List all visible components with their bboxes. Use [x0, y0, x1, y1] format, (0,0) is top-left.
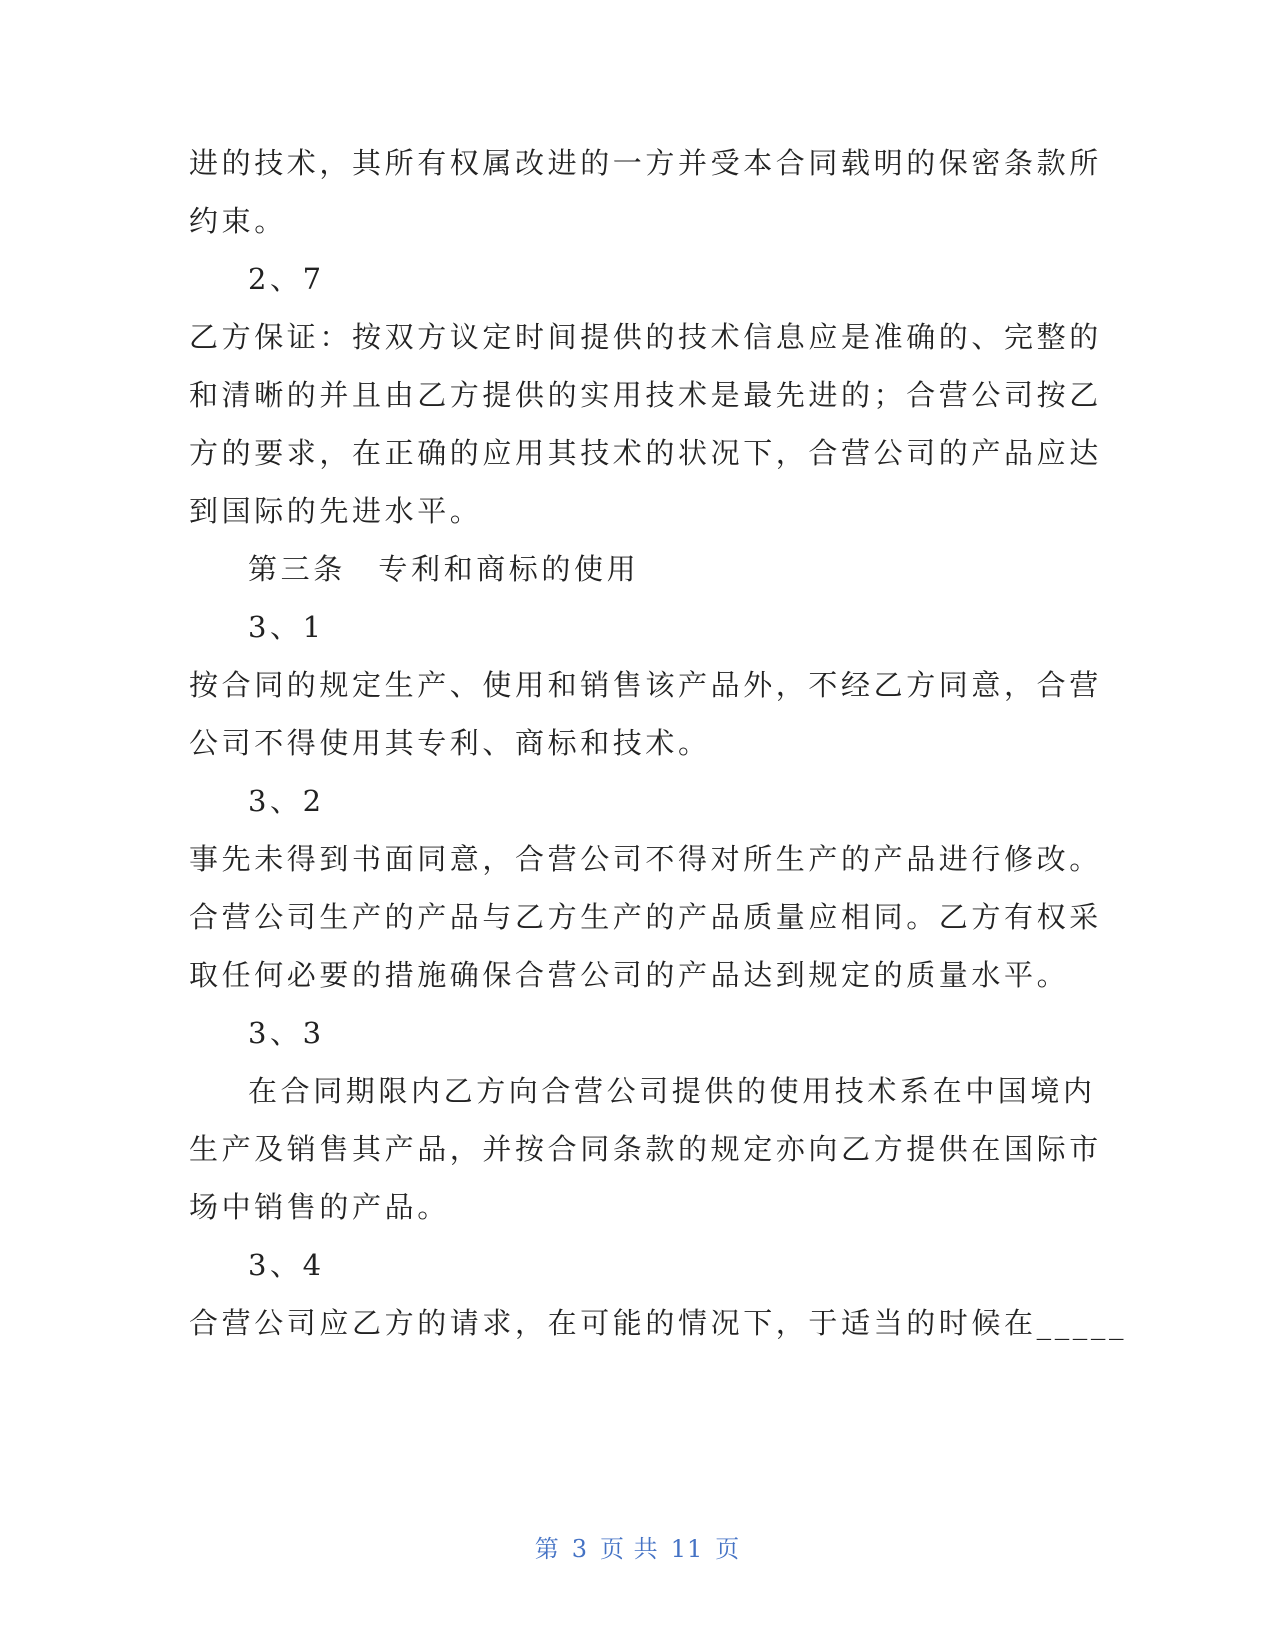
footer-suffix: 页 [715, 1535, 741, 1563]
clause-number: 3、4 [248, 1248, 325, 1282]
clause-number: 3、3 [248, 1016, 325, 1050]
text-line: 事先未得到书面同意，合营公司不得对所生产的产品进行修改。 [189, 842, 1102, 876]
clause-number: 3、2 [248, 784, 325, 818]
footer-middle: 页 共 [600, 1535, 659, 1563]
text-line: 生产及销售其产品，并按合同条款的规定亦向乙方提供在国际市 [189, 1132, 1102, 1166]
text-line: 场中销售的产品。 [189, 1190, 450, 1224]
text-line: 乙方保证：按双方议定时间提供的技术信息应是准确的、完整的 [189, 320, 1102, 354]
text-line: 在合同期限内乙方向合营公司提供的使用技术系在中国境内 [248, 1074, 1096, 1108]
page-footer [0, 1533, 1275, 1565]
text-line: 按合同的规定生产、使用和销售该产品外，不经乙方同意，合营 [189, 668, 1102, 702]
text-line: 合营公司应乙方的请求，在可能的情况下，于适当的时候在_____ [189, 1306, 1128, 1340]
text-line: 进的技术，其所有权属改进的一方并受本合同载明的保密条款所 [189, 146, 1102, 180]
text-line: 约束。 [189, 204, 287, 238]
footer-prefix: 第 [534, 1535, 560, 1563]
text-line: 到国际的先进水平。 [189, 494, 483, 528]
text-line: 取任何必要的措施确保合营公司的产品达到规定的质量水平。 [189, 958, 1070, 992]
current-page-number: 3 [571, 1535, 589, 1563]
text-line: 和清晰的并且由乙方提供的实用技术是最先进的；合营公司按乙 [189, 378, 1102, 412]
section-heading: 第三条 专利和商标的使用 [248, 552, 640, 586]
clause-number: 3、1 [248, 610, 325, 644]
text-line: 方的要求，在正确的应用其技术的状况下，合营公司的产品应达 [189, 436, 1102, 470]
text-line: 公司不得使用其专利、商标和技术。 [189, 726, 711, 760]
total-pages-number: 11 [670, 1535, 704, 1563]
clause-number: 2、7 [248, 262, 325, 296]
text-line: 合营公司生产的产品与乙方生产的产品质量应相同。乙方有权采 [189, 900, 1102, 934]
